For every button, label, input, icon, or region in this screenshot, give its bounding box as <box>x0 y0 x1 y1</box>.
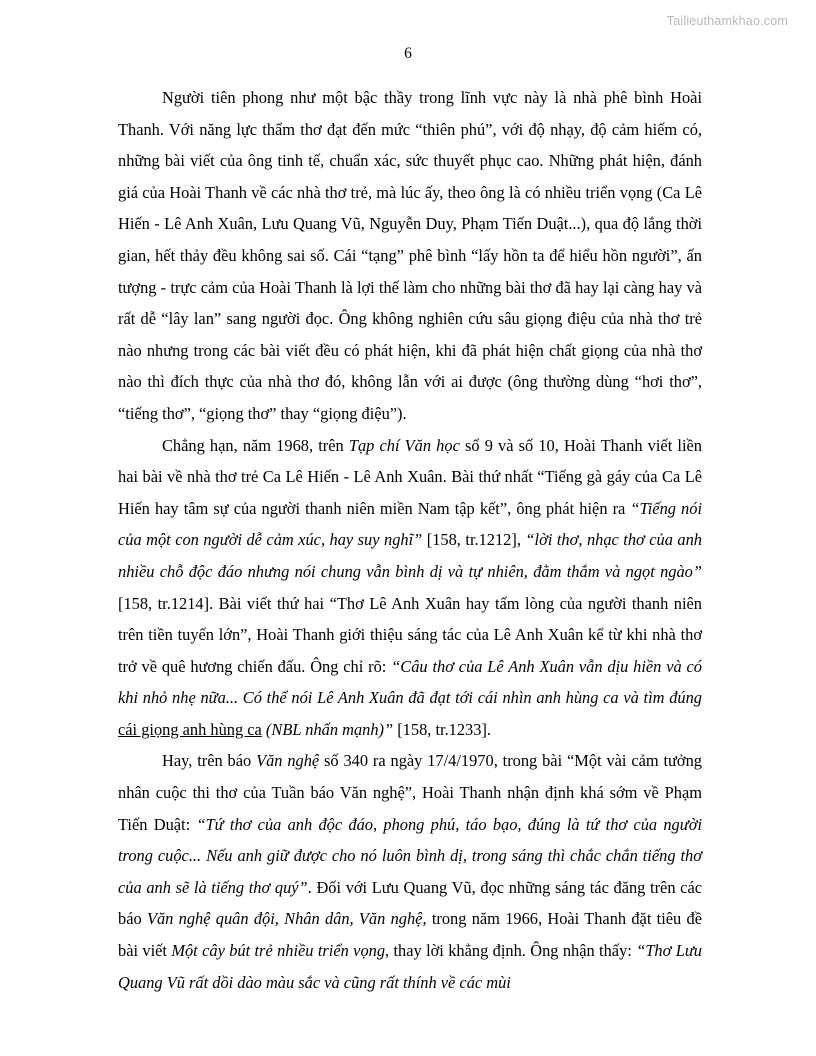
paragraph: Hay, trên báo Văn nghệ số 340 ra ngày 17/4/1970, trong bài “Một vài cảm tưởng nhân cuộc thi thơ của Tuần báo Văn nghệ”, Hoài Thanh nhận định khá sớm về Phạm Tiến Duật: “Tứ thơ của anh độc đáo, phong phú, táo bạo, đúng là tứ thơ của người trong cuộc... Nếu anh giữ được cho nó luôn bình dị, trong sáng thì chắc chắn tiếng thơ của anh sẽ là tiếng thơ quý”. Đối với Lưu Quang Vũ, đọc những sáng tác đăng trên các báo Văn nghệ quân đội, Nhân dân, Văn nghệ, trong năm 1966, Hoài Thanh đặt tiêu đề bài viết Một cây bút trẻ nhiều triển vọng, thay lời khẳng định. Ông nhận thấy: “Thơ Lưu Quang Vũ rất dồi dào màu sắc và cũng rất thính về các mùi <box>118 751 702 992</box>
paragraph: Người tiên phong như một bậc thầy trong lĩnh vực này là nhà phê bình Hoài Thanh. Với năng lực thẩm thơ đạt đến mức “thiên phú”, với độ nhạy, độ cảm hiếm có, những bài viết của ông tinh tế, chuẩn xác, sức thuyết phục cao. Những phát hiện, đánh giá của Hoài Thanh về các nhà thơ trẻ, mà lúc ấy, theo ông là có nhiều triển vọng (Ca Lê Hiến - Lê Anh Xuân, Lưu Quang Vũ, Nguyễn Duy, Phạm Tiến Duật...), qua độ lắng thời gian, hết thảy đều không sai số. Cái “tạng” phê bình “lấy hồn ta để hiểu hồn người”, ấn tượng - trực cảm của Hoài Thanh là lợi thế làm cho những bài thơ đã hay lại càng hay và rất dễ “lây lan” sang người đọc. Ông không nghiên cứu sâu giọng điệu của nhà thơ trẻ nào nhưng trong các bài viết đều có phát hiện, khi đã phát hiện chất giọng của nhà thơ nào thì đích thực của nhà thơ đó, không lẫn với ai được (ông thường dùng “hơi thơ”, “tiếng thơ”, “giọng thơ” thay “giọng điệu”). <box>118 88 702 423</box>
paragraph: Chẳng hạn, năm 1968, trên Tạp chí Văn học số 9 và số 10, Hoài Thanh viết liền hai bài về nhà thơ trẻ Ca Lê Hiến - Lê Anh Xuân. Bài thứ nhất “Tiếng gà gáy của Ca Lê Hiến hay tâm sự của người thanh niên miền Nam tập kết”, ông phát hiện ra “Tiếng nói của một con người dễ cảm xúc, hay suy nghĩ” [158, tr.1212], “lời thơ, nhạc thơ của anh nhiều chỗ độc đáo nhưng nói chung vẫn bình dị và tự nhiên, đằm thắm và ngọt ngào” [158, tr.1214]. Bài viết thứ hai “Thơ Lê Anh Xuân hay tấm lòng của người thanh niên trên tiền tuyến lớn”, Hoài Thanh giới thiệu sáng tác của Lê Anh Xuân kể từ khi nhà thơ trở về quê hương chiến đấu. Ông chỉ rõ: “Câu thơ của Lê Anh Xuân vẫn dịu hiền và có khi nhỏ nhẹ nữa... Có thể nói Lê Anh Xuân đã đạt tới cái nhìn anh hùng ca và tìm đúng cái giọng anh hùng ca (NBL nhấn mạnh)” [158, tr.1233]. <box>118 435 703 739</box>
page-number: 6 <box>404 45 412 62</box>
watermark-text: Tailieuthamkhao.com <box>666 14 788 28</box>
document-body <box>118 82 702 998</box>
